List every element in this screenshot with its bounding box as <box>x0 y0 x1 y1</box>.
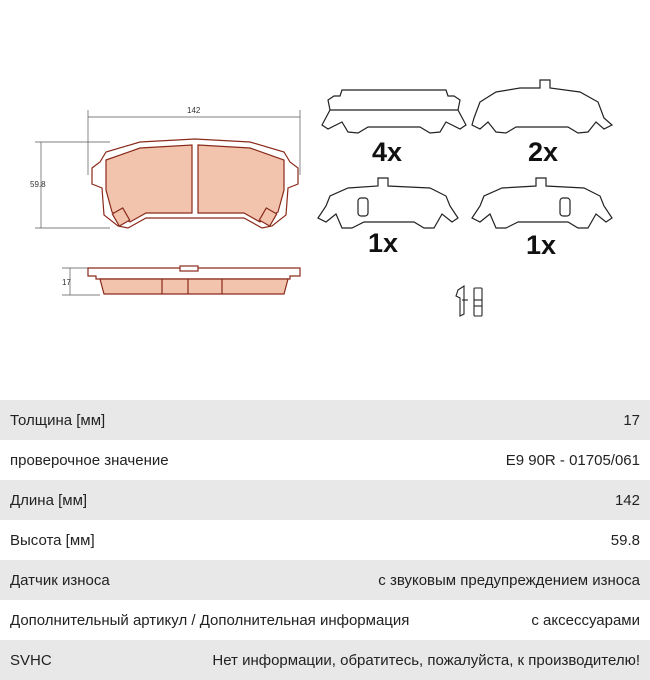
clip-a <box>322 90 466 133</box>
spec-label: Толщина [мм] <box>10 411 106 429</box>
spec-value: с аксессуарами <box>531 611 640 629</box>
spec-row-height <box>0 520 650 560</box>
spec-value: Нет информации, обратитесь, пожалуйста, к производителю! <box>212 651 640 669</box>
accessory-pins <box>456 286 482 316</box>
spec-label: SVHC <box>10 651 52 669</box>
spec-row-additional-info <box>0 600 650 640</box>
clip-b <box>472 80 612 133</box>
clip-c-quantity: 1x <box>368 228 399 258</box>
clip-d-quantity: 1x <box>526 230 557 260</box>
spec-row-wear-sensor <box>0 560 650 600</box>
spec-label: Длина [мм] <box>10 491 88 509</box>
brake-pad-side <box>88 266 300 294</box>
clip-a-quantity: 4x <box>372 137 403 167</box>
spec-label: проверочное значение <box>10 451 169 469</box>
height-dimension-label: 59.8 <box>30 180 46 189</box>
spec-value: 142 <box>614 491 640 509</box>
thickness-dimension-label: 17 <box>62 278 71 287</box>
brake-pad-front <box>92 139 298 228</box>
spec-value: 17 <box>623 411 640 429</box>
spec-row-thickness <box>0 400 650 440</box>
spec-label: Датчик износа <box>10 571 110 589</box>
spec-row-check-value <box>0 440 650 480</box>
spec-row-length <box>0 480 650 520</box>
spec-value: E9 90R - 01705/061 <box>505 451 640 469</box>
width-dimension-label: 142 <box>187 106 201 115</box>
clip-c <box>318 178 458 228</box>
specifications-table <box>0 400 650 680</box>
clip-b-quantity: 2x <box>528 137 559 167</box>
spec-value: с звуковым предупреждением износа <box>378 571 640 589</box>
spec-label: Дополнительный артикул / Дополнительная информация <box>10 611 410 629</box>
spec-label: Высота [мм] <box>10 531 95 549</box>
clip-d <box>472 178 612 228</box>
spec-row-svhc <box>0 640 650 680</box>
spec-value: 59.8 <box>610 531 640 549</box>
